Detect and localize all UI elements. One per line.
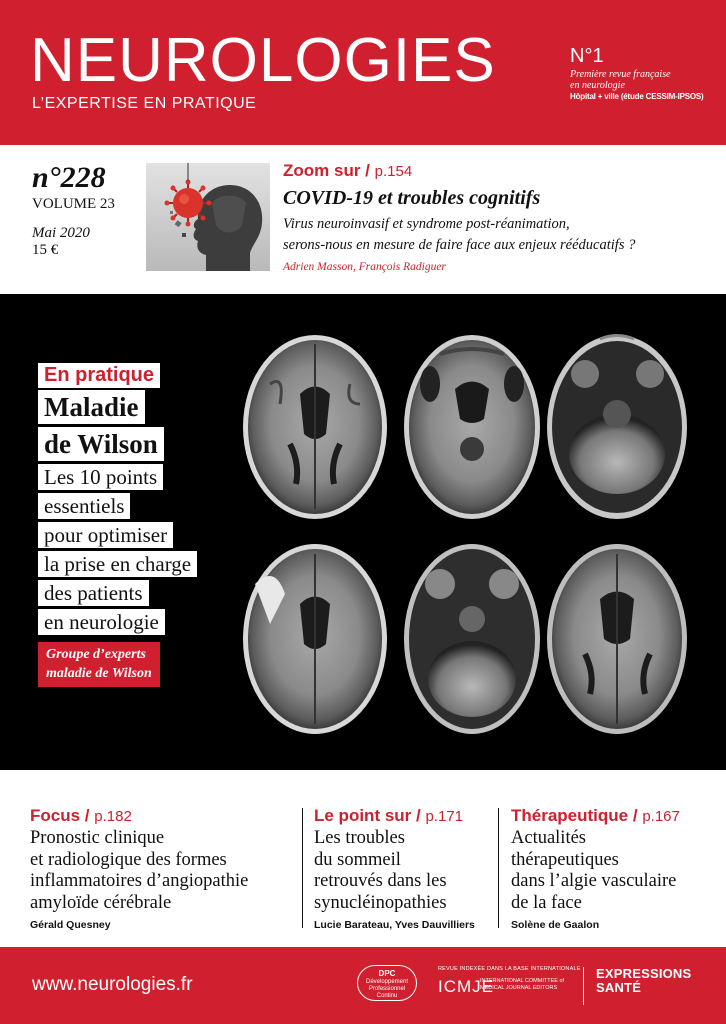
article-kicker-label: Le point sur / (314, 806, 421, 825)
issue-date: Mai 2020 (32, 225, 90, 241)
article-kicker (30, 806, 290, 826)
ranking-number: N°1 (570, 45, 604, 67)
article-page-ref: p.182 (94, 808, 132, 825)
feature-line: Les 10 points (38, 464, 163, 490)
covid-head-illustration (146, 163, 270, 271)
article-page-ref: p.171 (425, 808, 464, 825)
mri-scan-5 (404, 544, 540, 734)
zoom-title: COVID-19 et troubles cognitifs (283, 187, 541, 209)
icmje-fullname-line: INTERNATIONAL COMMITTEE of (480, 978, 565, 984)
feature-title-line: Maladie (38, 390, 145, 424)
mri-scan-3 (547, 335, 687, 519)
article-title-line: dans l’algie vasculaire (511, 871, 677, 891)
dpc-badge-line: Continu (376, 993, 398, 999)
feature-line: la prise en charge (38, 551, 197, 577)
article-title-line: thérapeutiques (511, 849, 619, 870)
feature-kicker: En pratique (38, 363, 160, 388)
virus-head-icon (146, 163, 270, 271)
article-title (511, 828, 721, 914)
article-title (30, 828, 290, 914)
article-authors: Solène de Gaalon (511, 919, 600, 931)
article-kicker-label: Thérapeutique / (511, 806, 638, 825)
icmje-fullname (480, 978, 580, 992)
dpc-badge (357, 965, 417, 1001)
footer-divider (583, 967, 584, 1005)
feature-title-line: de Wilson (38, 427, 164, 461)
icmje-logo: ICMJE (438, 977, 494, 996)
zoom-subtitle (283, 214, 718, 256)
feature-line: des patients (38, 580, 149, 606)
feature-authors-line: maladie de Wilson (46, 666, 152, 681)
column-divider (302, 808, 303, 928)
mri-scan-6 (547, 544, 687, 734)
zoom-kicker-label: Zoom sur / (283, 161, 370, 180)
feature-headline[interactable] (38, 363, 197, 638)
dpc-badge-line: Professionnel (368, 986, 406, 992)
ranking-source: Hôpital + ville (étude CESSIM-IPSOS) (570, 92, 704, 101)
article-focus[interactable] (30, 806, 290, 931)
article-page-ref: p.167 (642, 808, 680, 825)
article-authors: Gérald Quesney (30, 919, 111, 931)
article-title-line: Les troubles (314, 828, 405, 848)
issue-volume: VOLUME 23 (32, 196, 115, 212)
article-title-line: synucléinopathies (314, 892, 447, 913)
article-title-line: inflammatoires d’angiopathie (30, 871, 249, 891)
ranking-description-line: Première revue française (570, 69, 671, 80)
article-title-line: amyloïde cérébrale (30, 892, 172, 913)
zoom-kicker (283, 161, 718, 181)
article-therapeutique[interactable] (511, 806, 721, 931)
article-authors: Lucie Barateau, Yves Dauvilliers (314, 919, 475, 931)
mri-scan-2 (404, 335, 540, 519)
feature-line: pour optimiser (38, 522, 173, 548)
dpc-badge-title: DPC (378, 969, 396, 978)
article-title-line: Pronostic clinique (30, 828, 165, 848)
publisher-logo (596, 967, 691, 995)
zoom-authors: Adrien Masson, François Radiguer (283, 261, 446, 273)
ranking-block (570, 46, 720, 101)
mri-scan-1 (243, 335, 387, 519)
issue-price: 15 € (32, 242, 59, 258)
footer (0, 947, 726, 1024)
article-title-line: et radiologique des formes (30, 849, 227, 870)
feature-authors-line: Groupe d’experts (46, 647, 146, 662)
feature-line: en neurologie (38, 609, 165, 635)
magazine-tagline: L’EXPERTISE EN PRATIQUE (32, 95, 257, 112)
masthead (0, 0, 726, 145)
article-title-line: du sommeil (314, 849, 401, 870)
website-link[interactable]: www.neurologies.fr (32, 974, 193, 995)
feature-authors (38, 642, 160, 687)
ranking-description (570, 69, 720, 91)
zoom-page-ref: p.154 (374, 163, 413, 180)
icmje-caption: REVUE INDEXÉE DANS LA BASE INTERNATIONALE (438, 966, 581, 972)
publisher-name-line: SANTÉ (596, 980, 642, 995)
issue-info (32, 162, 115, 259)
article-title-line: retrouvés dans les (314, 871, 447, 891)
icmje-fullname-line: MEDICAL JOURNAL EDITORS (480, 985, 558, 991)
zoom-subtitle-line: serons-nous en mesure de faire face aux enjeux rééducatifs ? (283, 237, 636, 253)
zoom-article[interactable] (283, 161, 718, 273)
ranking-description-line: en neurologie (570, 80, 625, 91)
issue-number: n°228 (32, 161, 106, 194)
article-kicker (314, 806, 494, 826)
magazine-title: NEUROLOGIES (30, 26, 496, 95)
article-point-sur[interactable] (314, 806, 494, 931)
dpc-badge-line: Développement (365, 979, 409, 985)
article-title (314, 828, 494, 914)
mri-scan-4 (243, 544, 387, 734)
feature-line: essentiels (38, 493, 130, 519)
zoom-subtitle-line: Virus neuroinvasif et syndrome post-réanimation, (283, 216, 570, 232)
article-kicker-label: Focus / (30, 806, 90, 825)
article-kicker (511, 806, 721, 826)
article-title-line: Actualités (511, 828, 587, 848)
column-divider (498, 808, 499, 928)
publisher-name-line: EXPRESSIONS (596, 966, 692, 981)
article-title-line: de la face (511, 892, 582, 913)
